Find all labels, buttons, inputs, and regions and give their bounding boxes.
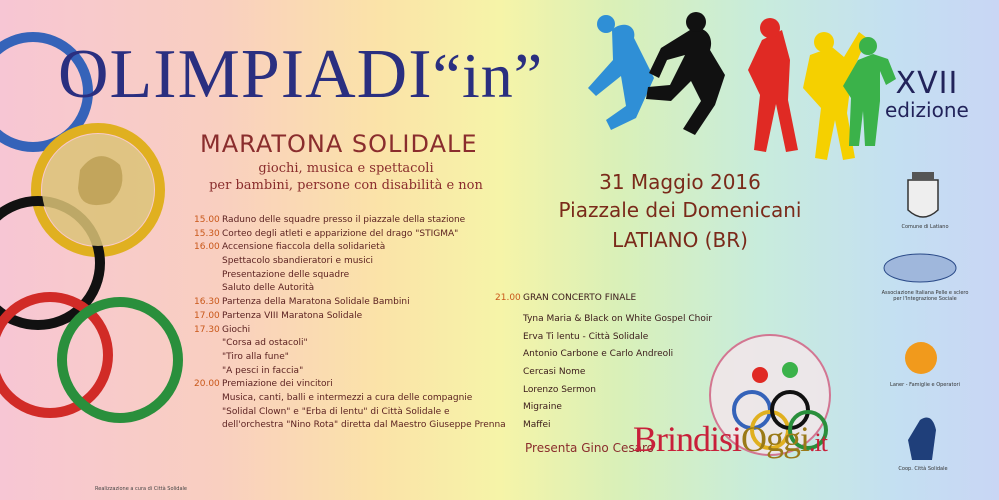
- edition-number: XVII: [895, 66, 959, 101]
- sponsor-logos: [884, 172, 956, 460]
- schedule-time: 15.00: [194, 215, 220, 225]
- watermark-part1: Brindisi: [633, 419, 742, 459]
- schedule-time: [194, 282, 222, 296]
- schedule-row: [194, 419, 506, 433]
- schedule-text: "Tiro alla fune": [222, 351, 289, 362]
- concert-act: Migraine: [523, 402, 562, 413]
- schedule-time: 16.30: [194, 297, 220, 308]
- concert-heading: GRAN CONCERTO FINALE: [523, 293, 637, 303]
- concert-act: Tyna Maria & Black on White Gospel Choir: [523, 314, 713, 324]
- schedule-row: [194, 365, 506, 379]
- schedule-text: Corteo degli atleti e apparizione del drago "STIGMA": [222, 228, 459, 239]
- sponsor-label: Comune di Latiano: [901, 224, 949, 230]
- schedule-time: 20.00: [194, 379, 220, 390]
- schedule-time: 17.00: [194, 310, 220, 321]
- schedule-text: Presentazione delle squadre: [222, 269, 350, 280]
- event-date: 31 Maggio 2016: [599, 170, 761, 194]
- schedule-row: [194, 392, 506, 406]
- concert-act: Cercasi Nome: [523, 367, 586, 378]
- concert-act: Lorenzo Sermon: [523, 384, 596, 395]
- schedule-text: Giochi: [222, 324, 251, 335]
- schedule-list: [194, 214, 506, 433]
- presenter: Presenta Gino Cesaro: [525, 441, 654, 455]
- credit-text: Realizzazione a cura di Città Solidale: [95, 486, 187, 492]
- schedule-time: [194, 351, 222, 365]
- schedule-text: Raduno delle squadre presso il piazzale della stazione: [222, 215, 466, 225]
- schedule-row: [194, 351, 506, 365]
- concert-act: Antonio Carbone e Carlo Andreoli: [523, 349, 674, 360]
- edition-label: edizione: [885, 97, 969, 122]
- schedule-row: [194, 282, 506, 296]
- event-place: Piazzale dei Domenicani: [558, 198, 802, 222]
- sponsor-label: Coop. Città Solidale: [898, 466, 948, 472]
- schedule-text: "Corsa ad ostacoli": [222, 338, 308, 349]
- schedule-time: 15.30: [194, 228, 220, 239]
- schedule-time: [194, 269, 222, 283]
- sponsor-label: Associazione Italiana Pelle e sclero per l'Integrazione Sociale: [881, 290, 969, 302]
- schedule-text: Spettacolo sbandieratori e musici: [222, 256, 374, 267]
- maratona-line1: giochi, musica e spettacoli: [258, 161, 434, 176]
- concert-act: Erva Ti lentu - Città Solidale: [523, 331, 649, 342]
- concert-header: [495, 293, 712, 303]
- title-quote-word: “in”: [432, 40, 544, 111]
- main-title: [58, 36, 544, 113]
- schedule-row: [194, 310, 506, 324]
- schedule-row: [194, 337, 506, 351]
- concert-act: Maffei: [523, 420, 551, 431]
- schedule-text: dell'orchestra "Nino Rota" diretta dal Maestro Giuseppe Prenna: [222, 420, 506, 431]
- title-main: OLIMPIADI: [58, 36, 433, 113]
- schedule-text: "A pesci in faccia": [222, 365, 304, 376]
- schedule-row: [194, 241, 506, 255]
- concert-block: [495, 293, 712, 435]
- schedule-text: Premiazione dei vincitori: [222, 379, 333, 390]
- schedule-text: Partenza VIII Maratona Solidale: [222, 310, 363, 321]
- schedule-row: [194, 228, 506, 242]
- schedule-text: Saluto delle Autorità: [222, 283, 315, 294]
- concert-time: 21.00: [495, 293, 521, 303]
- green-ring: [62, 302, 178, 418]
- schedule-row: [194, 296, 506, 310]
- watermark-part3: .it: [809, 428, 827, 457]
- schedule-time: [194, 255, 222, 269]
- schedule-text: Partenza della Maratona Solidale Bambini: [222, 297, 410, 308]
- schedule-time: 16.00: [194, 242, 220, 253]
- sponsor-label: Laner - Famiglie e Operatori: [890, 382, 960, 388]
- maratona-line2: per bambini, persone con disabilità e non: [209, 178, 483, 193]
- concert-acts: [523, 311, 712, 435]
- schedule-row: [194, 269, 506, 283]
- schedule-time: 17.30: [194, 324, 220, 335]
- schedule-time: [194, 406, 222, 420]
- edition-block: [885, 68, 969, 121]
- watermark: [633, 418, 827, 460]
- runners-illustration: [588, 12, 896, 160]
- schedule-row: [194, 406, 506, 420]
- schedule-row: [194, 378, 506, 392]
- watermark-part2: Oggi: [741, 419, 810, 459]
- schedule-text: "Solidal Clown" e "Erba di lentu" di Città Solidale e: [222, 406, 450, 417]
- schedule-row: [194, 324, 506, 338]
- schedule-text: Accensione fiaccola della solidarietà: [222, 242, 386, 253]
- schedule-time: [194, 365, 222, 379]
- event-city: LATIANO (BR): [612, 228, 748, 252]
- schedule-text: Musica, canti, balli e intermezzi a cura delle compagnie: [222, 392, 473, 403]
- schedule-row: [194, 255, 506, 269]
- schedule-time: [194, 337, 222, 351]
- schedule-row: [194, 214, 506, 228]
- schedule-time: [194, 392, 222, 406]
- maratona-heading: MARATONA SOLIDALE: [200, 130, 478, 158]
- schedule-time: [194, 419, 222, 433]
